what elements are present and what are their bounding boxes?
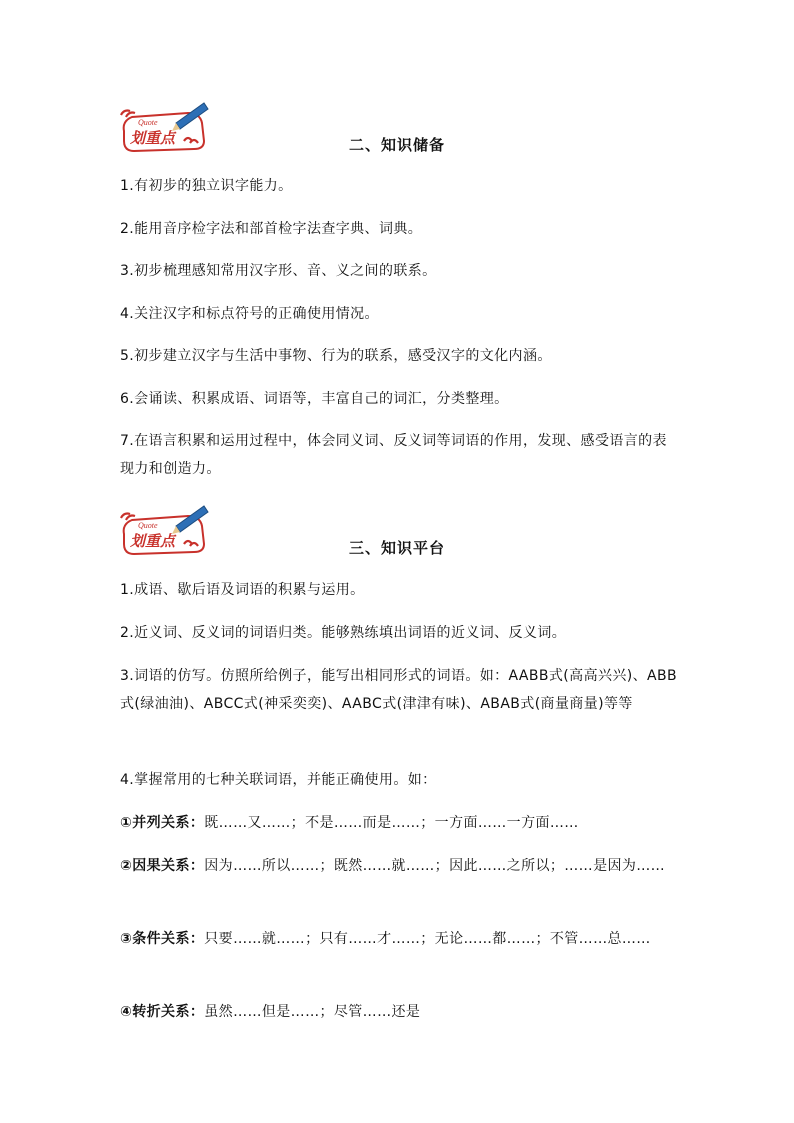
badge-main-label: 划重点 <box>130 532 176 550</box>
relation-item <box>120 852 680 880</box>
list-item: 1.成语、歇后语及词语的积累与运用。 <box>120 582 365 598</box>
list-item: 5.初步建立汉字与生活中事物、行为的联系，感受汉字的文化内涵。 <box>120 348 552 364</box>
list-item: 6.会诵读、积累成语、词语等，丰富自己的词汇，分类整理。 <box>120 391 509 407</box>
list-item: 4.关注汉字和标点符号的正确使用情况。 <box>120 306 379 322</box>
relation-label: ②因果关系： <box>120 858 205 874</box>
badge-quote-label: Quote <box>138 118 158 127</box>
relation-item <box>120 809 680 837</box>
list-item: 2.近义词、反义词的词语归类。能够熟练填出词语的近义词、反义词。 <box>120 625 567 641</box>
section-title-knowledge-reserve: 二、知识储备 <box>348 136 445 154</box>
relation-text: 只要……就……；只有……才……；无论……都……；不管……总…… <box>204 931 651 947</box>
list-item: 3.初步梳理感知常用汉字形、音、义之间的联系。 <box>120 263 437 279</box>
section-title-knowledge-platform: 三、知识平台 <box>348 539 445 557</box>
relation-item <box>120 925 680 953</box>
badge-main-label: 划重点 <box>130 129 176 147</box>
relation-item <box>120 998 680 1026</box>
badge-quote-label: Quote <box>138 521 158 530</box>
relation-label: ④转折关系： <box>120 1004 205 1020</box>
list-item: 2.能用音序检字法和部首检字法查字典、词典。 <box>120 221 423 237</box>
relation-label: ③条件关系： <box>120 931 205 947</box>
list-item: 3.词语的仿写。仿照所给例子，能写出相同形式的词语。如：AABB式(高高兴兴)、ABB式(绿油油)、ABCC式(神采奕奕)、AABC式(津津有味)、ABAB式(商量商量)等等 <box>120 668 678 712</box>
relation-text: 既……又……；不是……而是……；一方面……一方面…… <box>204 815 579 831</box>
list-item: 7.在语言积累和运用过程中，体会同义词、反义词等词语的作用，发现、感受语言的表现力和创造力。 <box>120 433 667 477</box>
list-item: 4.掌握常用的七种关联词语，并能正确使用。如： <box>120 772 437 788</box>
list-item: 1.有初步的独立识字能力。 <box>120 178 293 194</box>
relation-text: 虽然……但是……；尽管……还是 <box>204 1004 421 1020</box>
relation-text: 因为……所以……；既然……就……；因此……之所以；……是因为…… <box>204 858 666 874</box>
relation-label: ①并列关系： <box>120 815 205 831</box>
